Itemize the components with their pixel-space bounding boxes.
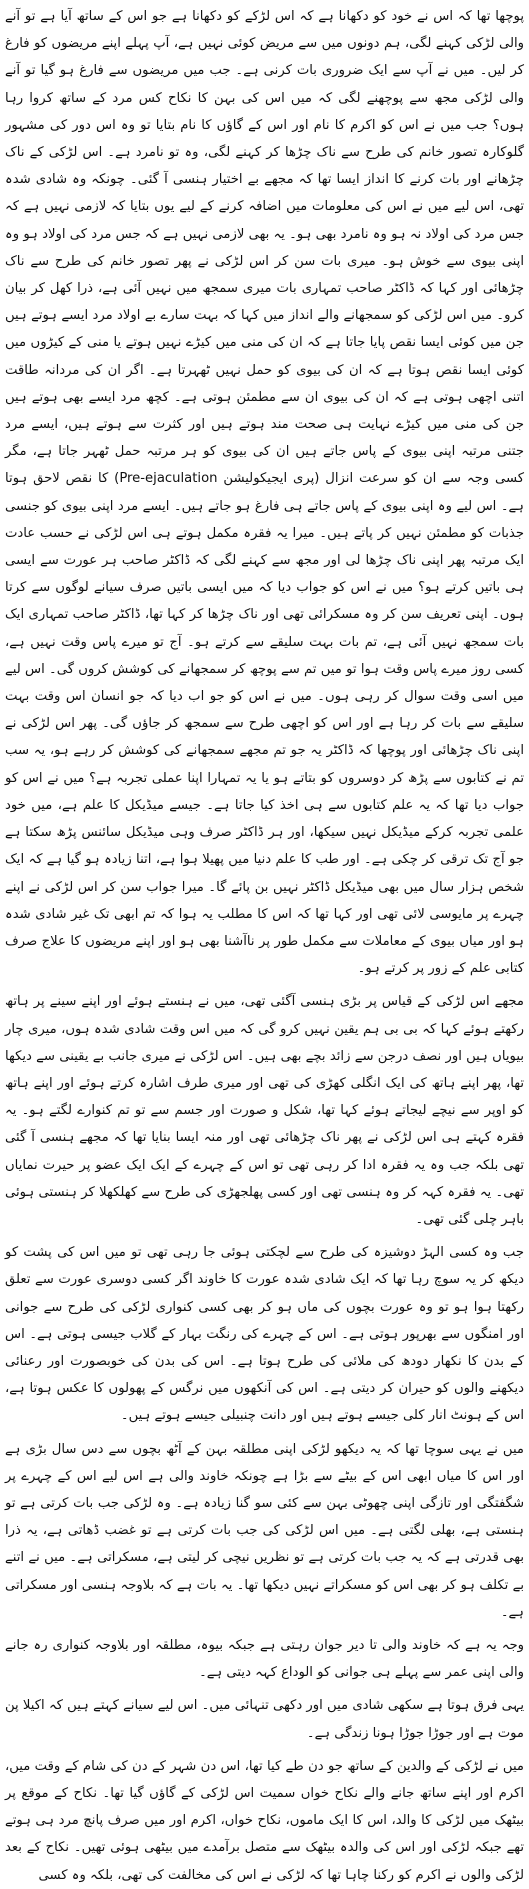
paragraph: میں نے لڑکی کے والدین کے ساتھ جو دن طے کیا تھا، اس دن شہر کے دن کی شام کے وقت میں، اکرم اور اپنے ساتھ جانے والے نکاح خواں سمیت اس لڑکی کے گاؤں گیا تھا۔ نکاح کے موقع پر بیٹھک میں لڑکی کا والد، اس کا ایک ماموں، نکاح خواں، اکرم اور میں صرف پانچ مرد ہی ہوتے تھے جبکہ لڑکی اور اس کی والدہ بیٹھک سے متصل برآمدے میں بیٹھی ہوئی تھیں۔ نکاح کے بعد لڑکی والوں نے اکرم کو رکنا چاہا تھا کہ لڑکی نے اس کی مخالفت کی تھی، بلکہ وہ کسی (5, 1758, 524, 1883)
paragraph: مجھے اس لڑکی کے قیاس پر بڑی ہنسی آگئی تھی، میں نے ہنستے ہوئے اور اپنے سینے پر ہاتھ رکھتے ہوئے کہا کہ بی بی ہم یقین نہیں کرو گی کہ میں اس وقت شادی شدہ ہوں، میری چار بیویاں ہیں اور نصف درجن سے زائد بچے بھی ہیں۔ اس لڑکی نے میری جانب بے یقینی سے دیکھا تھا، پھر اپنے ہاتھ کی ایک انگلی کھڑی کی تھی اور میری طرف اشارہ کرتے ہوئے اور اپنے ہاتھ کو اوپر سے نیچے لیجاتے ہوئے کہا تھا، شکل و صورت اور جسم سے تو تم کنوارے لگتے ہو۔ یہ فقرہ کہتے ہی اس لڑکی نے پھر ناک چڑھائی تھی اور منہ ایسا بنایا تھا کہ مجھے ہنسی آ گئی تھی بلکہ جب وہ یہ فقرہ ادا کر رہی تھی تو اس کے چہرے کے ایک ایک عضو پر حیرت نمایاں تھی۔ یہ فقرہ کہہ کر وہ ہنسی تھی اور کسی پھلجھڑی کی طرح سے کھلکھلا کر ہنستی ہوئی باہر چلی گئی تھی۔ (5, 994, 524, 1227)
paragraph: میں نے یہی سوچا تھا کہ یہ دیکھو لڑکی اپنی مطلقہ بہن کے آٹھ بچوں سے دس سال بڑی ہے اور اس کا میاں ابھی اس کے بیٹے سے بڑا ہے چونکہ خاوند والی ہے اس لیے اس کے چہرے پر شگفتگی اور تازگی اپنی چھوٹی بہن سے کئی سو گنا زیادہ ہے۔ وہ لڑکی جب بات کرتی ہے تو ہنستی ہے، بھلی لگتی ہے۔ میں اس لڑکی کی جب بات کرتی ہے تو غضب ڈھاتی ہے، یہ ذرا بھی قدرتی ہے کہ یہ جب بات کرتی ہے تو نظریں نیچی کر لیتی ہے، مسکراتی ہے۔ میں نے اتنے بے تکلف ہو کر بھی اس کو مسکراتے نہیں دیکھا تھا۔ یہ بات ہے کہ بلاوجہ ہنسی اور مسکراتی ہے۔ (5, 1441, 524, 1620)
article-body (5, 3, 524, 1889)
paragraph: یہی فرق ہوتا ہے سکھی شادی میں اور دکھی تنہائی میں۔ اس لیے سیانے کہتے ہیں کہ اکیلا پن موت ہے اور جوڑا جوڑا ہونا زندگی ہے۔ (5, 1698, 524, 1741)
paragraph: جب وہ کسی الہڑ دوشیزہ کی طرح سے لچکتی ہوئی جا رہی تھی تو میں اس کی پشت کو دیکھ کر یہ سوچ رہا تھا کہ ایک شادی شدہ عورت کا خاوند اگر کسی دوسری عورت سے تعلق رکھتا ہوا ہو تو وہ عورت بچوں کی ماں ہو کر بھی کسی کنواری لڑکی کی طرح سے جوانی اور امنگوں سے بھرپور ہوتی ہے۔ اس کے چہرے کی رنگت بہار کے گلاب جیسی ہوتی ہے۔ اس کے بدن کا نکھار دودھ کی ملائی کی طرح ہوتا ہے۔ اس کی بدن کی خوبصورت اور رعنائی دیکھنے والوں کو حیران کر دیتی ہے۔ اس کی آنکھوں میں نرگس کے پھولوں کا عکس ہوتا ہے، اس کے ہونٹ انار کلی جیسے ہوتے ہیں اور دانت چنبیلی جیسے ہوتے ہیں۔ (5, 1245, 524, 1424)
paragraph: پوچھا تھا کہ اس نے خود کو دکھانا ہے کہ اس لڑکے کو دکھانا ہے جو اس کے ساتھ آیا ہے تو آنے والی لڑکی کہنے لگی، ہم دونوں میں سے مریض کوئی نہیں ہے، آپ پہلے اپنے مریضوں کو فارغ کر لیں۔ میں نے آپ سے ایک ضروری بات کرنی ہے۔ جب میں مریضوں سے فارغ ہو گیا تو آنے والی لڑکی مجھ سے پوچھنے لگی کہ میں اس کی بہن کا نکاح کس مرد کے ساتھ کروا رہا ہوں؟ جب میں نے اس کو اکرم کا نام اور اس کے گاؤں کا نام بتایا تو وہ اس دور کی مشہور گلوکارہ تصور خانم کی طرح سے ناک چڑھا کر کہنے لگی، وہ تو نامرد ہے۔ اس لڑکی کے ناک چڑھانے اور بات کرنے کا انداز ایسا تھا کہ مجھے بے اختیار ہنسی آ گئی۔ چونکہ وہ شادی شدہ تھی، اس لیے میں نے اس کی معلومات میں اضافہ کرنے کے لیے یوں بتایا کہ لازمی نہیں ہے کہ جس مرد کی اولاد نہ ہو وہ نامرد بھی ہو۔ یہ بھی لازمی نہیں ہے کہ جس مرد کی اولاد ہو وہ اپنی بیوی سے خوش ہو۔ میری بات سن کر اس لڑکی نے پھر تصور خانم کی طرح سے ناک چڑھائی اور کہا کہ ڈاکٹر صاحب تمہاری بات میری سمجھ میں نہیں آئی ہے، ذرا کھل کر بیان کرو۔ میں اس لڑکی کو سمجھانے والے انداز میں کہا کہ بہت سارے بے اولاد مرد ایسے ہوتے ہیں جن میں کوئی ایسا نقص پایا جاتا ہے کہ ان کی منی میں کیڑے نہیں ہوتے یا منی کے کیڑوں میں کوئی ایسا نقص ہوتا ہے کہ ان کی بیوی کو حمل نہیں ٹھہرتا ہے۔ اگر ان کی مردانہ طاقت اتنی اچھی ہوتی ہے کہ ان کی بیوی ان سے مطمئن ہوتی ہے۔ کچھ مرد ایسے بھی ہوتے ہیں جن کی منی میں کیڑے نہایت ہی صحت مند ہوتے ہیں اور کثرت سے ہوتے ہیں، ایسے مرد جتنی مرتبہ اپنی بیوی کے پاس جاتے ہیں ان کی بیوی کو ہر مرتبہ حمل ٹھہر جاتا ہے، مگر کسی وجہ سے ان کو سرعت انزال (پری ایجیکولیشن Pre-ejaculation) کا نقص لاحق ہوتا ہے۔ اس لیے وہ اپنی بیوی کے پاس جاتے ہی فارغ ہو جاتے ہیں۔ ایسے مرد اپنی بیوی کو جنسی جذبات کو مطمئن نہیں کر پاتے ہیں۔ میرا یہ فقرہ مکمل ہوتے ہی اس لڑکی نے حسب عادت ایک مرتبہ پھر اپنی ناک چڑھا لی اور مجھ سے کہنے لگی کہ ڈاکٹر صاحب ہر عورت سے ایسی ہی باتیں کرتے ہو؟ میں نے اس کو جواب دیا کہ میں ایسی باتیں صرف سیانے لوگوں سے کرتا ہوں۔ اپنی تعریف سن کر وہ مسکرائی تھی اور ناک چڑھا کر کہا تھا، ڈاکٹر صاحب تمہاری ایک بات سمجھ نہیں آئی ہے، تم بات بہت سلیقے سے کرتے ہو۔ آج تو میرے پاس وقت نہیں ہے، کسی روز میرے پاس وقت ہوا تو میں تم سے پوچھ کر سمجھانے کی کوشش کروں گی۔ اس لیے میں اسی وقت سوال کر رہی ہوں۔ میں نے اس کو جو اب دیا کہ جو انسان اس وقت بہت سلیقے سے بات کر رہا ہے اور اس کو اچھی طرح سے سمجھ کر جاؤں گی۔ پھر اس لڑکی نے اپنی ناک چڑھائی اور پوچھا کہ ڈاکٹر یہ جو تم مجھے سمجھانے کی کوشش کر رہے ہو، یہ سب تم نے کتابوں سے پڑھ کر دوسروں کو بتاتے ہو یا یہ تمہارا اپنا عملی تجربہ ہے؟ میں نے اس کو جواب دیا تھا کہ یہ علم کتابوں سے ہی اخذ کیا جاتا ہے۔ جیسے میڈیکل کا علم ہے، میں خود علمی تجربہ کرکے میڈیکل نہیں سیکھا، اور ہر ڈاکٹر صرف وہی میڈیکل سائنس پڑھ سکتا ہے جو آج تک ترقی کر چکی ہے۔ اور طب کا علم دنیا میں پھیلا ہوا ہے، اتنا زیادہ ہو گیا ہے کہ ایک شخص ہزار سال میں بھی میڈیکل ڈاکٹر نہیں بن پائے گا۔ میرا جواب سن کر اس لڑکی نے اپنے چہرے پر مایوسی لائی تھی اور کہا تھا کہ اس کا مطلب یہ ہوا کہ تم ابھی تک غیر شادی شدہ ہو اور میاں بیوی کے معاملات سے مکمل طور پر ناآشنا بھی ہو اور اپنے مریضوں کا علاج صرف کتابی علم کے زور پر کرتے ہو۔ (5, 9, 524, 977)
paragraph: وجہ یہ ہے کہ خاوند والی تا دیر جوان رہتی ہے جبکہ بیوہ، مطلقہ اور بلاوجہ کنواری رہ جانے والی اپنی عمر سے پہلے ہی جوانی کو الوداع کہہ دیتی ہے۔ (5, 1637, 524, 1681)
